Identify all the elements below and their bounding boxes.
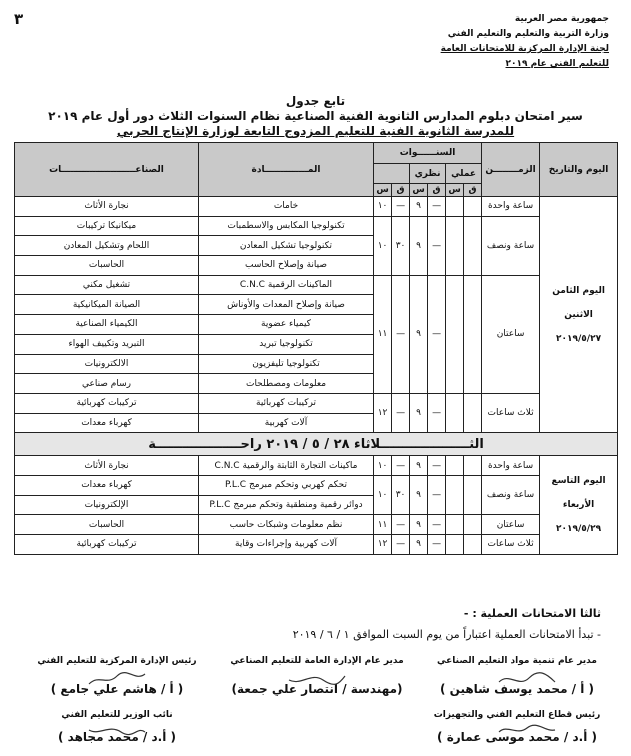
subject-cell: تكنولوجيا المكابس والاسطمبات bbox=[199, 216, 374, 236]
signature-title: مدير عام الإدارة العامة للتعليم الصناعي bbox=[230, 656, 404, 666]
signature-name: ( أ / هاشم علي جامع ) bbox=[50, 682, 184, 696]
subject-cell: تكنولوجيا تبريد bbox=[199, 334, 374, 354]
header-day: اليوم والتاريخ bbox=[540, 143, 618, 197]
industry-cell: رسام صناعي bbox=[15, 374, 199, 394]
total-s: ١٠ bbox=[374, 197, 392, 217]
theory-q: — bbox=[428, 393, 446, 432]
subject-cell: دوائر رقمية ومنطقية وتحكم مبرمج P.L.C bbox=[199, 495, 374, 515]
industry-cell: نجارة الأثاث bbox=[15, 456, 199, 476]
subject-cell: معلومات ومصطلحات bbox=[199, 374, 374, 394]
theory-s: ٩ bbox=[410, 515, 428, 535]
theory-s: ٩ bbox=[410, 535, 428, 555]
subject-cell: ماكينات التجارة الثابتة والرقمية C.N.C bbox=[199, 456, 374, 476]
day-date: ٢٠١٩/٥/٢٩ bbox=[556, 523, 602, 534]
theory-q: — bbox=[428, 197, 446, 217]
theory-q: — bbox=[428, 275, 446, 393]
total-q: ٣٠ bbox=[392, 216, 410, 275]
signature-name: ( أ / محمد يوسف شاهين ) bbox=[439, 682, 595, 696]
day-weekday: الأربعاء bbox=[562, 499, 595, 510]
subject-cell: تحكم كهربي وتحكم مبرمج P.L.C bbox=[199, 475, 374, 495]
industry-cell: ميكانيكا تركيبات bbox=[15, 216, 199, 236]
industry-cell: الإلكترونيات bbox=[15, 495, 199, 515]
practical-s bbox=[446, 475, 464, 514]
industry-cell: كهرباء معدات bbox=[15, 413, 199, 433]
exam-schedule-table bbox=[14, 142, 618, 555]
practical-s bbox=[446, 535, 464, 555]
practical-q bbox=[464, 393, 482, 432]
ministry-header bbox=[419, 12, 609, 72]
time-cell: ساعة ونصف bbox=[482, 475, 540, 514]
industry-cell: نجارة الأثاث bbox=[15, 197, 199, 217]
total-q: — bbox=[392, 393, 410, 432]
header-s: س bbox=[446, 184, 464, 197]
total-s: ١٠ bbox=[374, 216, 392, 275]
signatures-block bbox=[14, 656, 617, 756]
practical-q bbox=[464, 197, 482, 217]
theory-q: — bbox=[428, 535, 446, 555]
handwritten-signature-icon bbox=[497, 670, 557, 688]
subject-cell: تركيبات كهربائية bbox=[199, 393, 374, 413]
theory-q: — bbox=[428, 216, 446, 275]
header-q: ق bbox=[428, 184, 446, 197]
industry-cell: تشغيل مكني bbox=[15, 275, 199, 295]
time-cell: ساعة ونصف bbox=[482, 216, 540, 275]
handwritten-signature-icon bbox=[87, 670, 147, 688]
theory-s: ٩ bbox=[410, 456, 428, 476]
header-s: س bbox=[410, 184, 428, 197]
practical-s bbox=[446, 515, 464, 535]
page-number: ٣ bbox=[14, 10, 24, 28]
industry-cell: التبريد وتكييف الهواء bbox=[15, 334, 199, 354]
title-line-3: للمدرسة الثانوية الفنية للتعليم المزدوج التابعة لوزارة الإنتاج الحربي bbox=[116, 124, 515, 138]
industry-cell: الصيانة الميكانيكية bbox=[15, 295, 199, 315]
header-s: س bbox=[374, 184, 392, 197]
signature-name: ( أ.د / محمد مجاهد ) bbox=[58, 730, 176, 744]
header-subject: المــــــــــــــادة bbox=[199, 143, 374, 197]
industry-cell: الحاسبات bbox=[15, 256, 199, 276]
time-cell: ثلاث ساعات bbox=[482, 393, 540, 432]
theory-s: ٩ bbox=[410, 216, 428, 275]
subject-cell: خامات bbox=[199, 197, 374, 217]
rest-day-row: الثــــــــــــــــــــلاثاء ٢٨ / ٥ / ٢٠١٩ راحـــــــــــــــــــة bbox=[15, 433, 618, 456]
practical-s bbox=[446, 393, 464, 432]
total-q: — bbox=[392, 275, 410, 393]
signature-block bbox=[417, 656, 617, 696]
day-name: اليوم الثامن bbox=[552, 285, 605, 296]
handwritten-signature-icon bbox=[287, 670, 347, 688]
signature-title: رئيس الإدارة المركزية للتعليم الفني bbox=[37, 656, 197, 666]
practical-q bbox=[464, 475, 482, 514]
practical-q bbox=[464, 535, 482, 555]
header-years: السنــــــوات bbox=[374, 143, 482, 164]
practical-exams-title: ثالثا الامتحانات العملية : - bbox=[463, 607, 601, 620]
subject-cell: نظم معلومات وشبكات حاسب bbox=[199, 515, 374, 535]
title-line-1: تابع جدول bbox=[285, 94, 346, 108]
header-line: جمهورية مصر العربية bbox=[514, 14, 609, 24]
theory-q: — bbox=[428, 456, 446, 476]
subject-cell: تكنولوجيا تشكيل المعادن bbox=[199, 236, 374, 256]
day-date: ٢٠١٩/٥/٢٧ bbox=[556, 333, 602, 344]
header-industries: الصناعــــــــــــــــــــــــات bbox=[15, 143, 199, 197]
time-cell: ساعة واحدة bbox=[482, 197, 540, 217]
header-practical: عملي bbox=[446, 164, 482, 184]
total-s: ١١ bbox=[374, 515, 392, 535]
title-line-2: سير امتحان دبلوم المدارس الثانوية الفنية الصناعية نظام السنوات الثلاث دور أول عام ٢٠١٩ bbox=[48, 109, 583, 123]
signature-block bbox=[17, 710, 217, 744]
practical-s bbox=[446, 216, 464, 275]
total-s: ١١ bbox=[374, 275, 392, 393]
total-q: — bbox=[392, 456, 410, 476]
signature-name: ( أ.د / محمد موسى عمارة ) bbox=[437, 730, 597, 744]
header-total bbox=[374, 164, 410, 184]
total-s: ١٠ bbox=[374, 456, 392, 476]
header-q: ق bbox=[464, 184, 482, 197]
signature-name: (مهندسة / انتصار علي جمعة) bbox=[231, 682, 403, 696]
header-line: للتعليم الفني عام ٢٠١٩ bbox=[505, 59, 609, 69]
theory-s: ٩ bbox=[410, 393, 428, 432]
header-line: لجنة الإدارة المركزية للامتحانات العامة bbox=[440, 44, 609, 54]
signature-title: رئيس قطاع التعليم الفني والتجهيزات bbox=[433, 710, 601, 720]
total-s: ١٢ bbox=[374, 535, 392, 555]
total-q: — bbox=[392, 535, 410, 555]
time-cell: ساعتان bbox=[482, 275, 540, 393]
day-eight-cell bbox=[540, 197, 618, 433]
theory-q: — bbox=[428, 475, 446, 514]
theory-q: — bbox=[428, 515, 446, 535]
subject-cell: الماكينات الرقمية C.N.C bbox=[199, 275, 374, 295]
practical-q bbox=[464, 515, 482, 535]
signature-title: نائب الوزير للتعليم الفني bbox=[61, 710, 173, 720]
signature-block bbox=[417, 710, 617, 744]
time-cell: ساعة واحدة bbox=[482, 456, 540, 476]
header-q: ق bbox=[392, 184, 410, 197]
practical-q bbox=[464, 275, 482, 393]
industry-cell: اللحام وتشكيل المعادن bbox=[15, 236, 199, 256]
industry-cell: الكيمياء الصناعية bbox=[15, 315, 199, 335]
handwritten-signature-icon bbox=[87, 722, 147, 738]
industry-cell: تركيبات كهربائية bbox=[15, 535, 199, 555]
total-q: ٣٠ bbox=[392, 475, 410, 514]
day-name: اليوم التاسع bbox=[551, 475, 606, 486]
practical-exams-note: - تبدأ الامتحانات العملية اعتباراً من يوم السبت الموافق ١ / ٦ / ٢٠١٩ bbox=[292, 628, 601, 641]
subject-cell: صيانة وإصلاح الحاسب bbox=[199, 256, 374, 276]
header-time: الزمــــــــن bbox=[482, 143, 540, 197]
practical-q bbox=[464, 456, 482, 476]
industry-cell: الحاسبات bbox=[15, 515, 199, 535]
total-s: ١٢ bbox=[374, 393, 392, 432]
total-q: — bbox=[392, 515, 410, 535]
document-titles bbox=[0, 94, 631, 139]
signature-block bbox=[17, 656, 217, 696]
signature-title: مدير عام تنمية مواد التعليم الصناعي bbox=[437, 656, 597, 666]
practical-q bbox=[464, 216, 482, 275]
industry-cell: كهرباء معدات bbox=[15, 475, 199, 495]
practical-s bbox=[446, 456, 464, 476]
time-cell: ساعتان bbox=[482, 515, 540, 535]
practical-s bbox=[446, 275, 464, 393]
subject-cell: كيمياء عضوية bbox=[199, 315, 374, 335]
total-s: ١٠ bbox=[374, 475, 392, 514]
theory-s: ٩ bbox=[410, 475, 428, 514]
theory-s: ٩ bbox=[410, 197, 428, 217]
day-nine-cell bbox=[540, 456, 618, 554]
theory-s: ٩ bbox=[410, 275, 428, 393]
header-theory: نظري bbox=[410, 164, 446, 184]
practical-s bbox=[446, 197, 464, 217]
subject-cell: آلات كهربية bbox=[199, 413, 374, 433]
subject-cell: آلات كهربية وإجراءات وقاية bbox=[199, 535, 374, 555]
time-cell: ثلاث ساعات bbox=[482, 535, 540, 555]
subject-cell: تكنولوجيا تليفزيون bbox=[199, 354, 374, 374]
day-weekday: الاثنين bbox=[564, 309, 593, 320]
signature-block bbox=[217, 656, 417, 696]
header-line: وزارة التربية والتعليم والتعليم الفني bbox=[447, 29, 609, 39]
industry-cell: تركيبات كهربائية bbox=[15, 393, 199, 413]
subject-cell: صيانة وإصلاح المعدات والأوناش bbox=[199, 295, 374, 315]
total-q: — bbox=[392, 197, 410, 217]
industry-cell: الالكترونيات bbox=[15, 354, 199, 374]
handwritten-signature-icon bbox=[497, 722, 557, 738]
